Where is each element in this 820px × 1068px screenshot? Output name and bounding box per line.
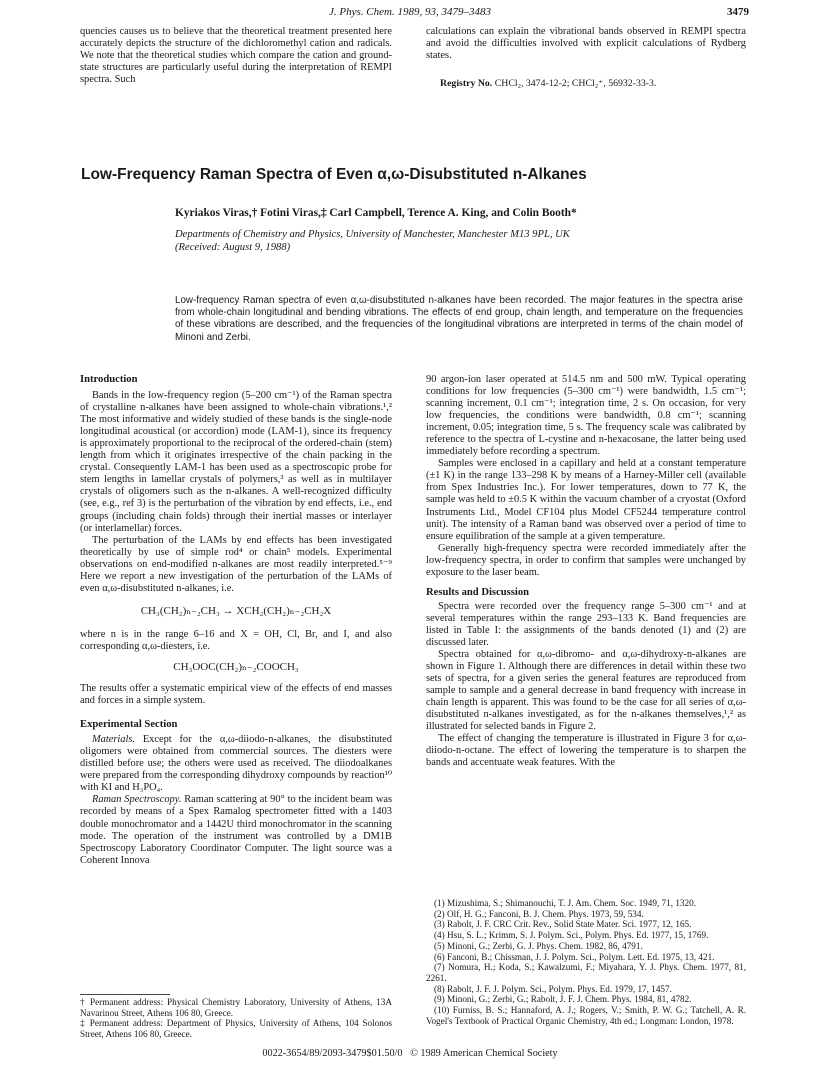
reference-item: (8) Rabolt, J. F. J. Polym. Sci., Polym. Phys. Ed. 1979, 17, 1457. <box>434 983 672 994</box>
footnotes <box>80 997 392 1040</box>
affiliation-block <box>175 228 570 254</box>
materials-text: Except for the α,ω-diiodo-n-alkanes, the disubstituted oligomers were obtained from commercial sources. The diesters were distilled before use; the others were used as received. The diiodoalkanes were prepared from the corresponding dihydroxy compounds by reaction¹⁰ with KI and H₃PO₄. <box>80 734 392 794</box>
received-date: (Received: August 9, 1988) <box>175 242 291 253</box>
registry-text: CHCl₂, 3474-12-2; CHCl₂⁺, 56932-33-3. <box>494 78 657 90</box>
raman-text: Raman scattering at 90° to the incident beam was recorded by means of a Spex Ramalog spectrometer fitted with a 1403 double monochromator and a 1442U third monochromator in the scanning mode. The operation of the instrument was controlled by a DM1B Spectroscopy Laboratory Coordinator Computer. The light source was a Coherent Innova <box>80 794 392 866</box>
abstract: Low-frequency Raman spectra of even α,ω-disubstituted n-alkanes have been recorded. The major features in the spectra arise from whole-chain longitudinal and bending vibrations. The effects of end group, chain length, and temperature on the frequencies of these vibrations are described, and the frequencies of the longitudinal vibrations are interpreted in terms of the chain model of Minoni and Zerbi. <box>175 295 743 343</box>
reference-item: (4) Hsu, S. L.; Krimm, S. J. Polym. Sci., Polym. Phys. Ed. 1977, 15, 1769. <box>434 930 709 941</box>
footnote-1: † Permanent address: Physical Chemistry Laboratory, University of Athens, 13A Navarinou Street, Athens 106 80, Greece. <box>80 997 392 1018</box>
reference-item: (10) Furniss, B. S.; Hannaford, A. J.; Rogers, V.; Smith, P. W. G.; Tatchell, A. R. Vogel's Textbook of Practical Organic Chemistry, 4th ed.; Longman: London, 1978. <box>426 1005 746 1026</box>
article-title: Low-Frequency Raman Spectra of Even α,ω-Disubstituted n-Alkanes <box>81 166 587 183</box>
reference-item: (5) Minoni, G.; Zerbi, G. J. Phys. Chem. 1982, 86, 4791. <box>434 940 643 951</box>
footnote-2: ‡ Permanent address: Department of Physics, University of Athens, 104 Solonos Street, Athens 106 80, Greece. <box>80 1018 392 1040</box>
references-list <box>426 898 746 1026</box>
right-paragraph-1: 90 argon-ion laser operated at 514.5 nm and 500 mW. Typical operating conditions for low frequencies (5–300 cm⁻¹) were bandwidth, 1.5 cm⁻¹; scanning increment, 0.1 cm⁻¹; integration time, 2 s. On occasion, for very low frequencies, the conditions were bandwidth, 0.8 cm⁻¹; scanning increment, 0.05; integration time, 5 s. The frequency scale was calibrated by reference to the spectra of L-cystine and n-hexacosane, the latter being used immediately before recording a spectrum. <box>426 374 746 458</box>
raman-paragraph <box>80 794 392 866</box>
experimental-heading: Experimental Section <box>80 719 178 731</box>
page-footer: 0022-3654/89/2093-3479$01.50/0 © 1989 American Chemical Society <box>262 1048 558 1059</box>
prev-article-left-text: quencies causes us to believe that the theoretical treatment presented here accurately depicts the structure of the dichloromethyl cation and radicals. We note that the theoretical studies which compare the cation and ground-state structures are particularly useful during the interpretation of REMPI spectra. Such <box>80 26 392 86</box>
reference-item: (9) Minoni, G.; Zerbi, G.; Rabolt, J. F. J. Chem. Phys. 1984, 81, 4782. <box>434 994 692 1005</box>
reference-item: (6) Fanconi, B.; Chissman, J. J. Polym. Sci., Polym. Lett. Ed. 1975, 13, 421. <box>434 951 715 962</box>
introduction-heading: Introduction <box>80 374 138 385</box>
results-paragraph-2: Spectra obtained for α,ω-dibromo- and α,ω-dihydroxy-n-alkanes are shown in Figure 1. Although there are differences in detail within these two sets of spectra, for a given series the general features are reproduced from sample to sample and a general decrease in band frequency with increase in chain length is apparent. This was found to be the case for all series of α,ω-disubstituted n-alkanes investigated, as for the n-alkanes themselves,¹,² as illustrated for selected bands in Figure 2. <box>426 649 746 733</box>
materials-paragraph <box>80 734 392 794</box>
results-paragraph-3: The effect of changing the temperature is illustrated in Figure 3 for α,ω-diiodo-n-octane. The effect of lowering the temperature is to sharpen the bands and accentuate weak features. With the <box>426 733 746 769</box>
results-paragraph-1: Spectra were recorded over the frequency range 5–300 cm⁻¹ and at several temperatures within the range 293–133 K. Band frequencies are listed in Table I: the assignments of the bands denoted (1) and (2) are discussed later. <box>426 600 746 648</box>
intro-paragraph-1: Bands in the low-frequency region (5–200 cm⁻¹) of the Raman spectra of crystalline n-alkanes have been assigned to whole-chain vibrations.¹,² The most informative and widely studied of these bands is the single-node longitudinal acoustical (or accordion) mode (LAM-1), since its frequency is approximately proportional to the reciprocal of the ordered-chain (stem) length from which it originates irrespective of the chain packing in the crystal. Consequently LAM-1 has been used as a spectroscopic probe for stem lengths in lamellar crystals of polymers,³ as well as in multilayer crystals of oligomers such as the n-alkanes. A well-recognized difficulty (see, e.g., ref 3) is the perturbation of the vibration by end effects, i.e., end groups (including chain folds) through their inertial masses or interlayer (or interlamellar) forces. <box>80 390 392 534</box>
equation-1: CH₃(CH₂)ₙ₋₂CH₃ → XCH₂(CH₂)ₙ₋₂CH₂X <box>140 604 332 617</box>
prev-article-left <box>80 26 392 86</box>
reference-item: (7) Nomura, H.; Koda, S.; Kawalzumi, F.; Miyahara, Y. J. Phys. Chem. 1977, 81, 2261. <box>426 962 746 983</box>
right-paragraph-3: Generally high-frequency spectra were recorded immediately after the low-frequency spectra, in order to confirm that samples were unchanged by exposure to the laser beam. <box>426 542 746 578</box>
prev-article-right-text: calculations can explain the vibrational bands observed in REMPI spectra and avoid the difficulties involved with explicit calculations of Rydberg states. <box>426 26 746 62</box>
prev-article-right <box>426 26 746 90</box>
raman-label: Raman Spectroscopy. <box>92 794 182 806</box>
footnote-rule <box>80 994 170 995</box>
journal-citation: J. Phys. Chem. 1989, 93, 3479–3483 <box>329 6 491 18</box>
intro-paragraph-4: The results offer a systematic empirical view of the effects of end masses and forces in a simple system. <box>80 683 392 707</box>
affiliation: Departments of Chemistry and Physics, University of Manchester, Manchester M13 9PL, UK <box>175 229 570 240</box>
right-paragraph-2: Samples were enclosed in a capillary and held at a constant temperature (±1 K) in the range 133–298 K by means of a Harney-Miller cell (available from Spex Industries Inc.). For lower temperatures, down to 77 K, the sample was held to ±0.5 K within the vacuum chamber of a cryostat (Oxford Instruments Ltd., Model CF104 plus Model CF5244 temperature control unit). The intensity of a Raman band was observed over a period of time to ensure equilibration of the sample at a given temperature. <box>426 458 746 542</box>
equation-2: CH₃OOC(CH₂)ₙ₋₂COOCH₃ <box>173 660 299 673</box>
reference-item: (2) Olf, H. G.; Fanconi, B. J. Chem. Phys. 1973, 59, 534. <box>434 908 644 919</box>
running-header <box>0 6 820 22</box>
intro-paragraph-3: where n is in the range 6–16 and X = OH, Cl, Br, and I, and also corresponding α,ω-diesters, i.e. <box>80 628 392 652</box>
author-list: Kyriakos Viras,† Fotini Viras,‡ Carl Campbell, Terence A. King, and Colin Booth* <box>175 207 577 219</box>
registry-label: Registry No. <box>440 78 493 90</box>
reference-item: (1) Mizushima, S.; Shimanouchi, T. J. Am. Chem. Soc. 1949, 71, 1320. <box>434 898 697 908</box>
page-number: 3479 <box>727 6 749 18</box>
registry-line <box>426 78 746 90</box>
materials-label: Materials. <box>92 734 136 746</box>
results-heading: Results and Discussion <box>426 586 530 598</box>
intro-paragraph-2: The perturbation of the LAMs by end effects has been investigated theoretically by use of simple rod⁴ or chain⁵ models. Experimental observations on end-modified n-alkanes are most readily interpreted.⁵⁻⁹ Here we report a new investigation of the perturbation of the LAMs of even α,ω-disubstituted n-alkanes, i.e. <box>80 534 392 594</box>
right-column <box>426 374 746 770</box>
left-column <box>80 374 392 867</box>
reference-item: (3) Rabolt, J. F. CRC Crit. Rev., Solid State Mater. Sci. 1977, 12, 165. <box>434 919 692 930</box>
